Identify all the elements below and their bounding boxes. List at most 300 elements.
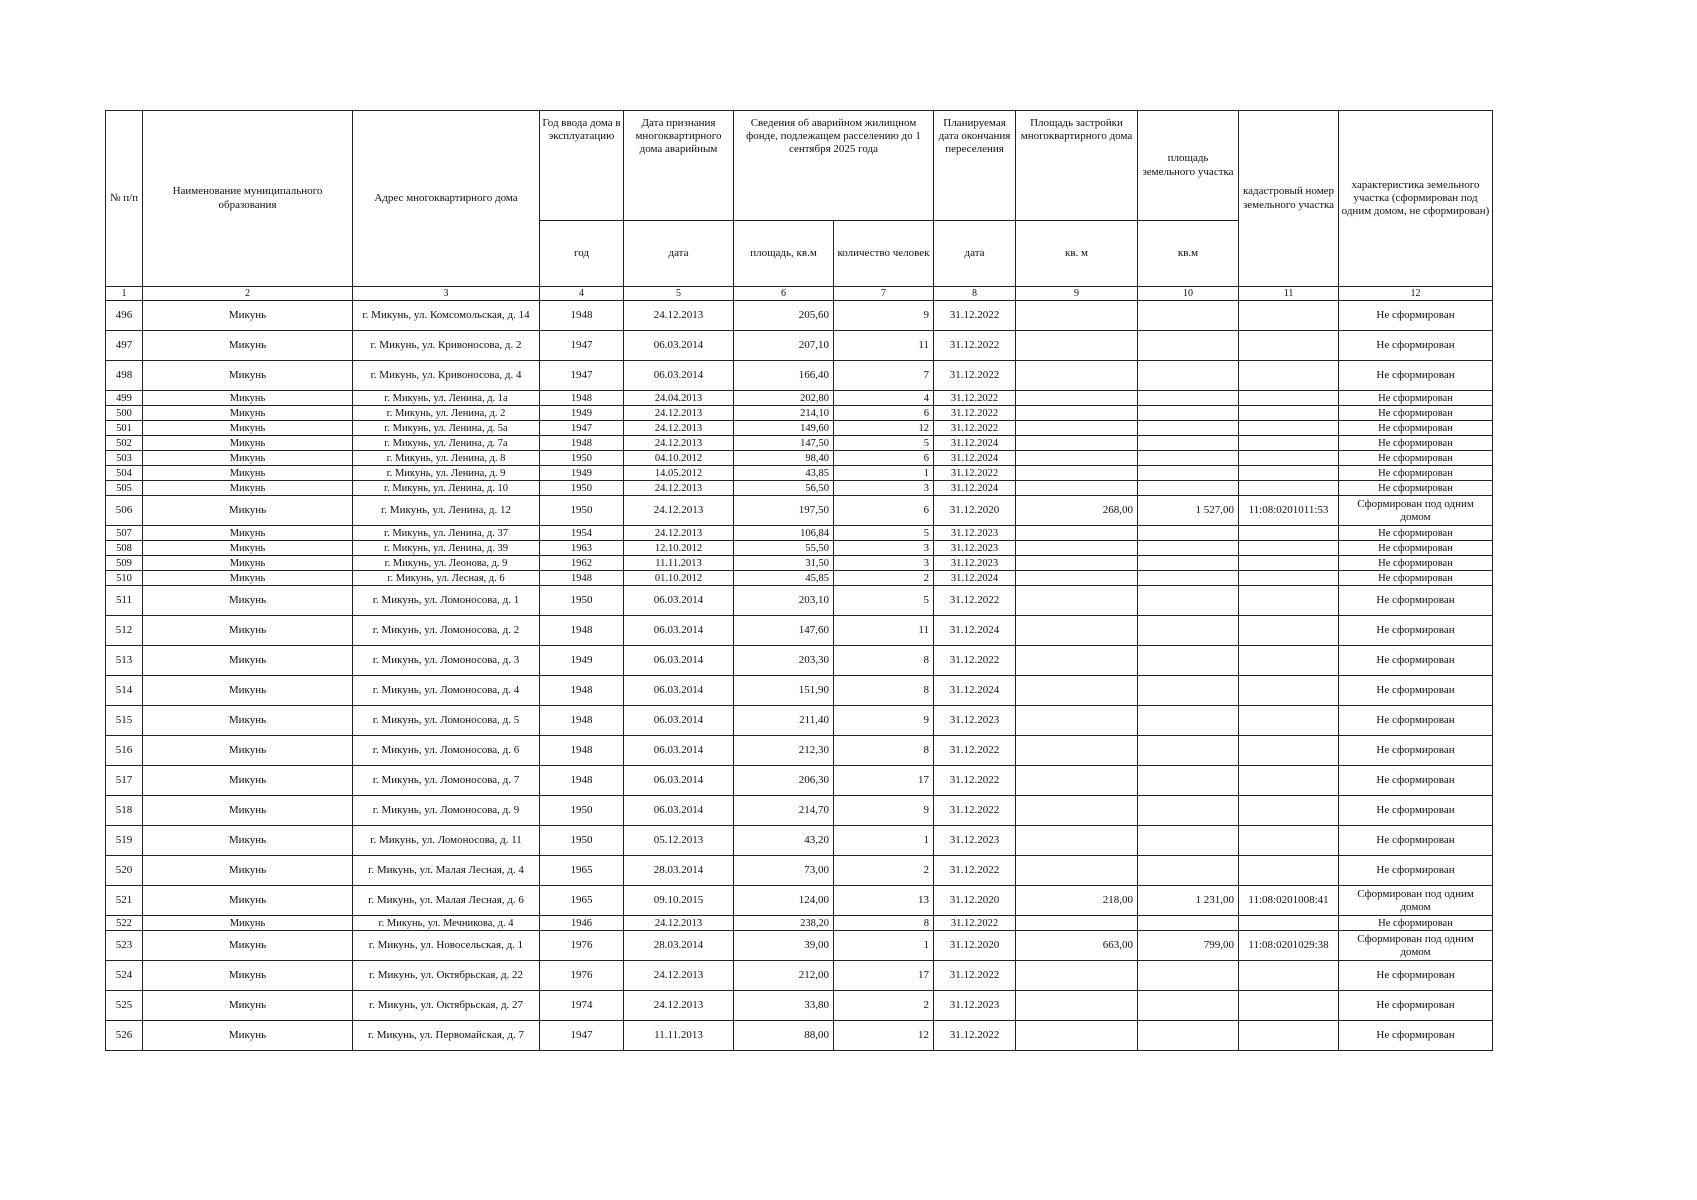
cell-row-number: 517 [106,766,143,796]
cell-cadastral-number [1239,616,1339,646]
cell-cadastral-number [1239,916,1339,931]
header-emergency-fund: Сведения об аварийном жилищном фонде, подлежащем расселению до 1 сентября 2025 года [734,111,934,221]
cell-planned-date: 31.12.2022 [934,646,1016,676]
cell-building-area [1016,481,1138,496]
cell-land-area [1138,526,1239,541]
cell-people: 5 [834,436,934,451]
cell-year: 1948 [540,301,624,331]
table-row [106,556,1493,571]
cell-people: 3 [834,556,934,571]
cell-building-area [1016,616,1138,646]
cell-land-status: Сформирован под одним домом [1339,496,1493,526]
cell-row-number: 500 [106,406,143,421]
cell-address: г. Микунь, ул. Ломоносова, д. 7 [353,766,540,796]
cell-cadastral-number [1239,301,1339,331]
cell-cadastral-number [1239,706,1339,736]
cell-year: 1949 [540,406,624,421]
cell-people: 12 [834,1021,934,1051]
cell-land-status: Не сформирован [1339,961,1493,991]
cell-cadastral-number [1239,1021,1339,1051]
cell-address: г. Микунь, ул. Ломоносова, д. 9 [353,796,540,826]
cell-cadastral-number [1239,571,1339,586]
cell-address: г. Микунь, ул. Малая Лесная, д. 6 [353,886,540,916]
cell-planned-date: 31.12.2020 [934,931,1016,961]
cell-planned-date: 31.12.2024 [934,436,1016,451]
cell-land-area [1138,616,1239,646]
cell-address: г. Микунь, ул. Новосельская, д. 1 [353,931,540,961]
cell-municipality: Микунь [143,736,353,766]
cell-area: 212,30 [734,736,834,766]
cell-municipality: Микунь [143,991,353,1021]
cell-address: г. Микунь, ул. Ломоносова, д. 11 [353,826,540,856]
cell-emergency-date: 24.12.2013 [624,991,734,1021]
cell-planned-date: 31.12.2022 [934,856,1016,886]
cell-year: 1949 [540,466,624,481]
cell-area: 147,50 [734,436,834,451]
table-row [106,706,1493,736]
cell-address: г. Микунь, ул. Ленина, д. 10 [353,481,540,496]
cell-emergency-date: 14.05.2012 [624,466,734,481]
cell-land-status: Сформирован под одним домом [1339,886,1493,916]
cell-building-area [1016,451,1138,466]
cell-cadastral-number [1239,646,1339,676]
cell-building-area [1016,586,1138,616]
cell-people: 8 [834,736,934,766]
cell-planned-date: 31.12.2022 [934,301,1016,331]
cell-municipality: Микунь [143,466,353,481]
cell-emergency-date: 06.03.2014 [624,736,734,766]
cell-row-number: 496 [106,301,143,331]
column-number: 4 [540,287,624,301]
cell-year: 1949 [540,646,624,676]
cell-building-area: 663,00 [1016,931,1138,961]
cell-municipality: Микунь [143,556,353,571]
table-row [106,796,1493,826]
cell-cadastral-number [1239,961,1339,991]
table-row [106,526,1493,541]
cell-land-area [1138,766,1239,796]
cell-row-number: 524 [106,961,143,991]
table-row [106,421,1493,436]
table-row [106,616,1493,646]
cell-emergency-date: 24.12.2013 [624,301,734,331]
cell-year: 1950 [540,796,624,826]
cell-cadastral-number [1239,556,1339,571]
cell-row-number: 507 [106,526,143,541]
cell-land-status: Не сформирован [1339,796,1493,826]
cell-cadastral-number [1239,676,1339,706]
cell-address: г. Микунь, ул. Комсомольская, д. 14 [353,301,540,331]
cell-year: 1974 [540,991,624,1021]
table-row [106,451,1493,466]
cell-planned-date: 31.12.2023 [934,826,1016,856]
cell-land-status: Не сформирован [1339,541,1493,556]
cell-cadastral-number [1239,436,1339,451]
cell-land-status: Не сформирован [1339,991,1493,1021]
cell-land-status: Не сформирован [1339,406,1493,421]
cell-area: 31,50 [734,556,834,571]
cell-cadastral-number [1239,541,1339,556]
cell-planned-date: 31.12.2024 [934,616,1016,646]
table-row [106,436,1493,451]
subheader-area: площадь, кв.м [734,221,834,287]
cell-cadastral-number [1239,856,1339,886]
cell-people: 3 [834,541,934,556]
cell-planned-date: 31.12.2022 [934,916,1016,931]
cell-land-area [1138,826,1239,856]
subheader-date: дата [624,221,734,287]
cell-cadastral-number [1239,406,1339,421]
cell-emergency-date: 28.03.2014 [624,856,734,886]
cell-land-area [1138,706,1239,736]
cell-row-number: 504 [106,466,143,481]
housing-table [105,110,1493,1051]
cell-building-area [1016,856,1138,886]
cell-building-area [1016,331,1138,361]
cell-land-status: Не сформирован [1339,736,1493,766]
cell-area: 166,40 [734,361,834,391]
cell-municipality: Микунь [143,766,353,796]
cell-building-area [1016,391,1138,406]
cell-people: 4 [834,391,934,406]
header-planned-date: Планируемая дата окончания переселения [934,111,1016,221]
cell-land-status: Не сформирован [1339,766,1493,796]
cell-emergency-date: 24.12.2013 [624,421,734,436]
cell-cadastral-number [1239,766,1339,796]
cell-land-area [1138,916,1239,931]
cell-area: 214,10 [734,406,834,421]
cell-row-number: 508 [106,541,143,556]
cell-area: 33,80 [734,991,834,1021]
cell-area: 106,84 [734,526,834,541]
cell-area: 203,10 [734,586,834,616]
cell-planned-date: 31.12.2022 [934,1021,1016,1051]
cell-land-status: Не сформирован [1339,586,1493,616]
cell-planned-date: 31.12.2022 [934,466,1016,481]
header-land-status: характеристика земельного участка (сформирован под одним домом, не сформирован) [1339,111,1493,287]
table-row [106,406,1493,421]
table-row [106,961,1493,991]
cell-cadastral-number [1239,526,1339,541]
cell-year: 1947 [540,331,624,361]
cell-row-number: 522 [106,916,143,931]
cell-cadastral-number: 11:08:0201008:41 [1239,886,1339,916]
cell-planned-date: 31.12.2022 [934,331,1016,361]
cell-row-number: 510 [106,571,143,586]
cell-land-status: Не сформирован [1339,616,1493,646]
cell-address: г. Микунь, ул. Ленина, д. 39 [353,541,540,556]
cell-area: 43,20 [734,826,834,856]
cell-area: 197,50 [734,496,834,526]
cell-building-area [1016,301,1138,331]
cell-land-status: Не сформирован [1339,826,1493,856]
cell-year: 1965 [540,856,624,886]
cell-planned-date: 31.12.2024 [934,676,1016,706]
column-number: 9 [1016,287,1138,301]
column-number: 12 [1339,287,1493,301]
table-row [106,991,1493,1021]
cell-address: г. Микунь, ул. Леонова, д. 9 [353,556,540,571]
cell-land-area [1138,736,1239,766]
cell-year: 1976 [540,931,624,961]
cell-building-area: 218,00 [1016,886,1138,916]
cell-land-area [1138,961,1239,991]
cell-year: 1965 [540,886,624,916]
subheader-land-unit: кв.м [1138,221,1239,287]
cell-row-number: 526 [106,1021,143,1051]
cell-municipality: Микунь [143,361,353,391]
cell-address: г. Микунь, ул. Ленина, д. 1а [353,391,540,406]
cell-land-area [1138,361,1239,391]
cell-emergency-date: 06.03.2014 [624,586,734,616]
cell-people: 12 [834,421,934,436]
cell-building-area [1016,526,1138,541]
cell-address: г. Микунь, ул. Ломоносова, д. 4 [353,676,540,706]
cell-land-status: Не сформирован [1339,361,1493,391]
cell-people: 1 [834,826,934,856]
cell-people: 1 [834,466,934,481]
cell-row-number: 509 [106,556,143,571]
cell-municipality: Микунь [143,571,353,586]
cell-year: 1950 [540,586,624,616]
subheader-plan-date: дата [934,221,1016,287]
cell-planned-date: 31.12.2024 [934,481,1016,496]
cell-area: 124,00 [734,886,834,916]
cell-area: 206,30 [734,766,834,796]
cell-cadastral-number: 11:08:0201011:53 [1239,496,1339,526]
cell-building-area [1016,436,1138,451]
cell-municipality: Микунь [143,331,353,361]
column-number-row [106,287,1493,301]
cell-planned-date: 31.12.2023 [934,541,1016,556]
cell-land-area [1138,991,1239,1021]
cell-land-area [1138,541,1239,556]
cell-address: г. Микунь, ул. Ломоносова, д. 2 [353,616,540,646]
cell-row-number: 502 [106,436,143,451]
cell-municipality: Микунь [143,961,353,991]
cell-address: г. Микунь, ул. Мечникова, д. 4 [353,916,540,931]
cell-municipality: Микунь [143,586,353,616]
cell-emergency-date: 24.12.2013 [624,481,734,496]
cell-municipality: Микунь [143,826,353,856]
cell-municipality: Микунь [143,496,353,526]
cell-area: 88,00 [734,1021,834,1051]
cell-emergency-date: 09.10.2015 [624,886,734,916]
cell-area: 39,00 [734,931,834,961]
cell-land-area [1138,556,1239,571]
cell-municipality: Микунь [143,646,353,676]
cell-people: 11 [834,616,934,646]
cell-area: 43,85 [734,466,834,481]
cell-municipality: Микунь [143,916,353,931]
cell-land-status: Не сформирован [1339,706,1493,736]
cell-planned-date: 31.12.2020 [934,886,1016,916]
cell-area: 73,00 [734,856,834,886]
cell-emergency-date: 24.04.2013 [624,391,734,406]
cell-municipality: Микунь [143,931,353,961]
header-cadastral-number: кадастровый номер земельного участка [1239,111,1339,287]
cell-land-status: Не сформирован [1339,481,1493,496]
cell-area: 202,80 [734,391,834,406]
column-number: 3 [353,287,540,301]
cell-land-area [1138,646,1239,676]
cell-year: 1948 [540,391,624,406]
cell-people: 7 [834,361,934,391]
cell-area: 238,20 [734,916,834,931]
table-row [106,571,1493,586]
cell-year: 1948 [540,676,624,706]
cell-land-area [1138,301,1239,331]
cell-year: 1948 [540,616,624,646]
cell-land-area [1138,436,1239,451]
cell-people: 8 [834,676,934,706]
cell-land-status: Не сформирован [1339,1021,1493,1051]
cell-land-status: Сформирован под одним домом [1339,931,1493,961]
header-building-area: Площадь застройки многоквартирного дома [1016,111,1138,221]
cell-building-area [1016,361,1138,391]
cell-building-area [1016,796,1138,826]
cell-land-area [1138,1021,1239,1051]
cell-emergency-date: 06.03.2014 [624,706,734,736]
cell-building-area [1016,421,1138,436]
cell-area: 56,50 [734,481,834,496]
cell-land-status: Не сформирован [1339,571,1493,586]
cell-address: г. Микунь, ул. Ломоносова, д. 5 [353,706,540,736]
cell-people: 17 [834,766,934,796]
cell-row-number: 521 [106,886,143,916]
cell-year: 1950 [540,496,624,526]
cell-emergency-date: 12.10.2012 [624,541,734,556]
cell-area: 45,85 [734,571,834,586]
cell-area: 147,60 [734,616,834,646]
cell-address: г. Микунь, ул. Малая Лесная, д. 4 [353,856,540,886]
table-row [106,766,1493,796]
cell-area: 214,70 [734,796,834,826]
cell-building-area [1016,766,1138,796]
table-row [106,586,1493,616]
cell-people: 6 [834,496,934,526]
cell-building-area [1016,826,1138,856]
cell-land-status: Не сформирован [1339,646,1493,676]
cell-address: г. Микунь, ул. Ленина, д. 2 [353,406,540,421]
table-row [106,826,1493,856]
cell-address: г. Микунь, ул. Ломоносова, д. 6 [353,736,540,766]
cell-row-number: 499 [106,391,143,406]
cell-land-status: Не сформирован [1339,466,1493,481]
cell-municipality: Микунь [143,481,353,496]
subheader-people: количество человек [834,221,934,287]
cell-people: 11 [834,331,934,361]
column-number: 8 [934,287,1016,301]
cell-building-area [1016,556,1138,571]
cell-year: 1950 [540,481,624,496]
cell-building-area [1016,541,1138,556]
cell-cadastral-number [1239,586,1339,616]
cell-building-area [1016,466,1138,481]
cell-planned-date: 31.12.2024 [934,571,1016,586]
header-emergency-date: Дата признания многоквартирного дома аварийным [624,111,734,221]
cell-year: 1963 [540,541,624,556]
cell-year: 1954 [540,526,624,541]
cell-cadastral-number [1239,796,1339,826]
cell-cadastral-number [1239,331,1339,361]
cell-cadastral-number [1239,826,1339,856]
cell-planned-date: 31.12.2023 [934,556,1016,571]
column-number: 5 [624,287,734,301]
cell-building-area [1016,736,1138,766]
cell-cadastral-number [1239,451,1339,466]
cell-planned-date: 31.12.2022 [934,406,1016,421]
cell-land-area: 799,00 [1138,931,1239,961]
cell-municipality: Микунь [143,406,353,421]
cell-planned-date: 31.12.2020 [934,496,1016,526]
cell-row-number: 514 [106,676,143,706]
cell-row-number: 520 [106,856,143,886]
cell-cadastral-number [1239,736,1339,766]
cell-emergency-date: 04.10.2012 [624,451,734,466]
cell-municipality: Микунь [143,856,353,886]
cell-emergency-date: 06.03.2014 [624,616,734,646]
cell-year: 1962 [540,556,624,571]
cell-planned-date: 31.12.2024 [934,451,1016,466]
cell-row-number: 513 [106,646,143,676]
column-number: 2 [143,287,353,301]
table-row [106,931,1493,961]
table-row [106,916,1493,931]
cell-planned-date: 31.12.2022 [934,361,1016,391]
cell-cadastral-number [1239,361,1339,391]
cell-people: 17 [834,961,934,991]
cell-emergency-date: 24.12.2013 [624,496,734,526]
cell-planned-date: 31.12.2023 [934,991,1016,1021]
cell-building-area [1016,1021,1138,1051]
cell-row-number: 503 [106,451,143,466]
cell-address: г. Микунь, ул. Ленина, д. 8 [353,451,540,466]
cell-building-area [1016,406,1138,421]
cell-address: г. Микунь, ул. Ленина, д. 7а [353,436,540,451]
cell-year: 1950 [540,826,624,856]
cell-emergency-date: 24.12.2013 [624,436,734,451]
cell-address: г. Микунь, ул. Первомайская, д. 7 [353,1021,540,1051]
cell-people: 6 [834,451,934,466]
cell-area: 55,50 [734,541,834,556]
cell-emergency-date: 24.12.2013 [624,961,734,991]
cell-year: 1976 [540,961,624,991]
cell-building-area [1016,646,1138,676]
cell-people: 8 [834,646,934,676]
cell-municipality: Микунь [143,526,353,541]
cell-land-status: Не сформирован [1339,421,1493,436]
cell-row-number: 525 [106,991,143,1021]
table-row [106,1021,1493,1051]
cell-emergency-date: 01.10.2012 [624,571,734,586]
cell-building-area [1016,706,1138,736]
cell-emergency-date: 06.03.2014 [624,361,734,391]
cell-building-area [1016,676,1138,706]
cell-land-status: Не сформирован [1339,391,1493,406]
table-row [106,541,1493,556]
cell-emergency-date: 06.03.2014 [624,331,734,361]
cell-planned-date: 31.12.2022 [934,421,1016,436]
table-row [106,331,1493,361]
table-row [106,301,1493,331]
cell-people: 9 [834,301,934,331]
table-row [106,466,1493,481]
cell-cadastral-number: 11:08:0201029:38 [1239,931,1339,961]
cell-municipality: Микунь [143,301,353,331]
cell-people: 1 [834,931,934,961]
cell-row-number: 506 [106,496,143,526]
